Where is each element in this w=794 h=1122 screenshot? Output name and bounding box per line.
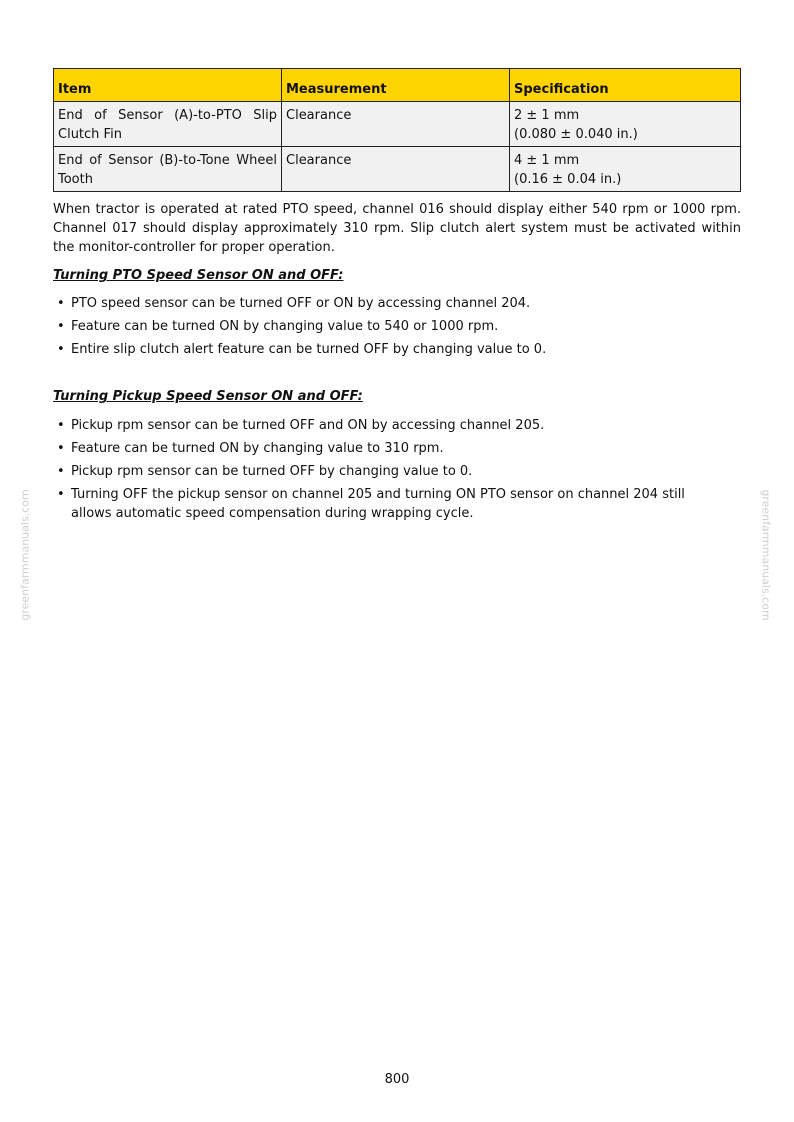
measurement-cell: Clearance	[282, 147, 510, 192]
measurement-cell: Clearance	[282, 102, 510, 147]
bullet-icon: •	[57, 319, 65, 334]
section-heading-pto: Turning PTO Speed Sensor ON and OFF:	[53, 268, 344, 283]
header-specification: Specification	[510, 69, 741, 102]
specification-table	[53, 68, 741, 192]
header-item: Item	[54, 69, 282, 102]
spec-imperial: (0.080 ± 0.040 in.)	[514, 127, 638, 142]
list-item	[57, 340, 727, 359]
bullet-icon: •	[57, 418, 65, 433]
specification-cell	[510, 147, 741, 192]
pto-bullet-list	[57, 294, 727, 363]
list-item-text: Turning OFF the pickup sensor on channel 205 and turning ON PTO sensor on channel 204 still allows automatic speed compensation during wrapping cycle.	[71, 487, 685, 521]
list-item	[57, 439, 727, 458]
list-item	[57, 317, 727, 336]
bullet-icon: •	[57, 441, 65, 456]
body-paragraph: When tractor is operated at rated PTO speed, channel 016 should display either 540 rpm or 1000 rpm. Channel 017 should display approximately 310 rpm. Slip clutch alert system must be activated within the monitor-controller for proper operation.	[53, 202, 741, 255]
spec-imperial: (0.16 ± 0.04 in.)	[514, 172, 622, 187]
section-heading-pickup: Turning Pickup Speed Sensor ON and OFF:	[53, 389, 363, 404]
specification-cell	[510, 102, 741, 147]
header-measurement: Measurement	[282, 69, 510, 102]
list-item-text: Pickup rpm sensor can be turned OFF by changing value to 0.	[71, 464, 473, 479]
list-item-text: Pickup rpm sensor can be turned OFF and ON by accessing channel 205.	[71, 418, 545, 433]
list-item-text: Feature can be turned ON by changing value to 310 rpm.	[71, 441, 444, 456]
bullet-icon: •	[57, 296, 65, 311]
table-row	[54, 147, 741, 192]
item-cell: End of Sensor (B)-to-Tone Wheel Tooth	[54, 147, 282, 192]
bullet-icon: •	[57, 342, 65, 357]
list-item	[57, 294, 727, 313]
bullet-icon: •	[57, 487, 65, 502]
watermark-left: greenfarmmanuals.com	[18, 489, 32, 621]
list-item-text: Entire slip clutch alert feature can be turned OFF by changing value to 0.	[71, 342, 547, 357]
watermark-right: greenfarmmanuals.com	[759, 489, 773, 621]
pickup-bullet-list	[57, 416, 727, 527]
list-item-text: Feature can be turned ON by changing value to 540 or 1000 rpm.	[71, 319, 499, 334]
bullet-icon: •	[57, 464, 65, 479]
spec-metric: 2 ± 1 mm	[514, 108, 580, 123]
table-row	[54, 102, 741, 147]
list-item-text: PTO speed sensor can be turned OFF or ON by accessing channel 204.	[71, 296, 531, 311]
list-item	[57, 485, 727, 523]
list-item	[57, 416, 727, 435]
list-item	[57, 462, 727, 481]
spec-metric: 4 ± 1 mm	[514, 153, 580, 168]
item-cell: End of Sensor (A)-to-PTO Slip Clutch Fin	[54, 102, 282, 147]
table-header-row	[54, 69, 741, 102]
page-number: 800	[384, 1072, 410, 1087]
